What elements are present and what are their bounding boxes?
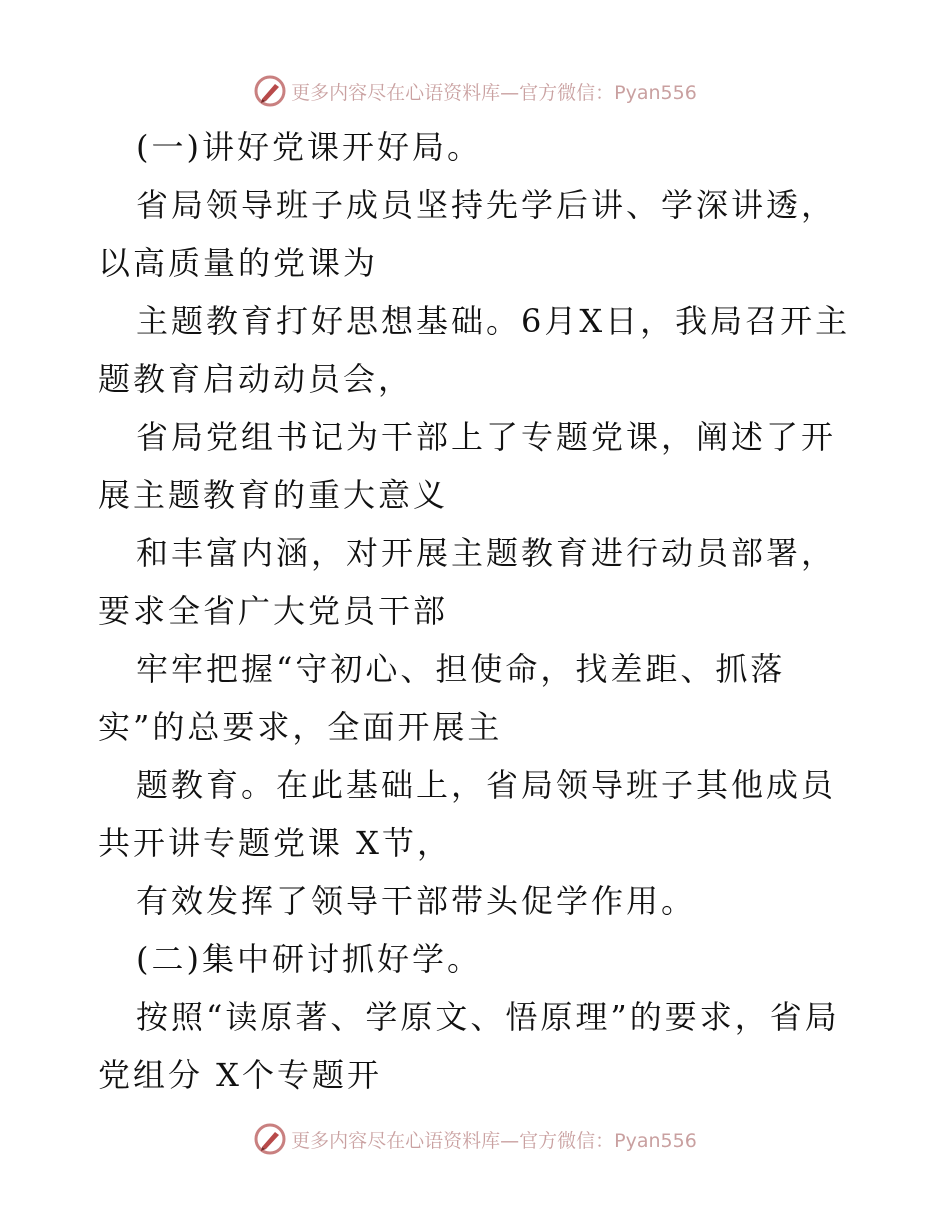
paragraph: 题教育。在此基础上，省局领导班子其他成员共开讲专题党课 X节， (98, 766, 837, 862)
paragraph: (二)集中研讨抓好学。 (136, 940, 482, 978)
footer-watermark (0, 1119, 950, 1159)
pen-circle-logo-icon (253, 1122, 287, 1156)
paragraph: (一)讲好党课开好局。 (136, 128, 482, 166)
header-watermark (0, 71, 950, 111)
paragraph: 按照“读原著、学原文、悟原理”的要求，省局党组分 X个专题开 (98, 998, 840, 1094)
pen-circle-logo-icon (253, 74, 287, 108)
document-body (98, 118, 858, 1104)
paragraph: 省局党组书记为干部上了专题党课，阐述了开展主题教育的重大意义 (98, 418, 837, 514)
paragraph: 省局领导班子成员坚持先学后讲、学深讲透，以高质量的党课为 (98, 186, 837, 282)
paragraph: 有效发挥了领导干部带头促学作用。 (136, 882, 697, 920)
header-watermark-text: 更多内容尽在心语资料库—官方微信：Pyan556 (291, 81, 697, 104)
footer-watermark-text: 更多内容尽在心语资料库—官方微信：Pyan556 (291, 1129, 697, 1152)
paragraph: 主题教育打好思想基础。6月X日，我局召开主题教育启动动员会， (98, 302, 851, 398)
paragraph: 牢牢把握“守初心、担使命，找差距、抓落实”的总要求，全面开展主 (98, 650, 786, 746)
paragraph: 和丰富内涵，对开展主题教育进行动员部署，要求全省广大党员干部 (98, 534, 837, 630)
